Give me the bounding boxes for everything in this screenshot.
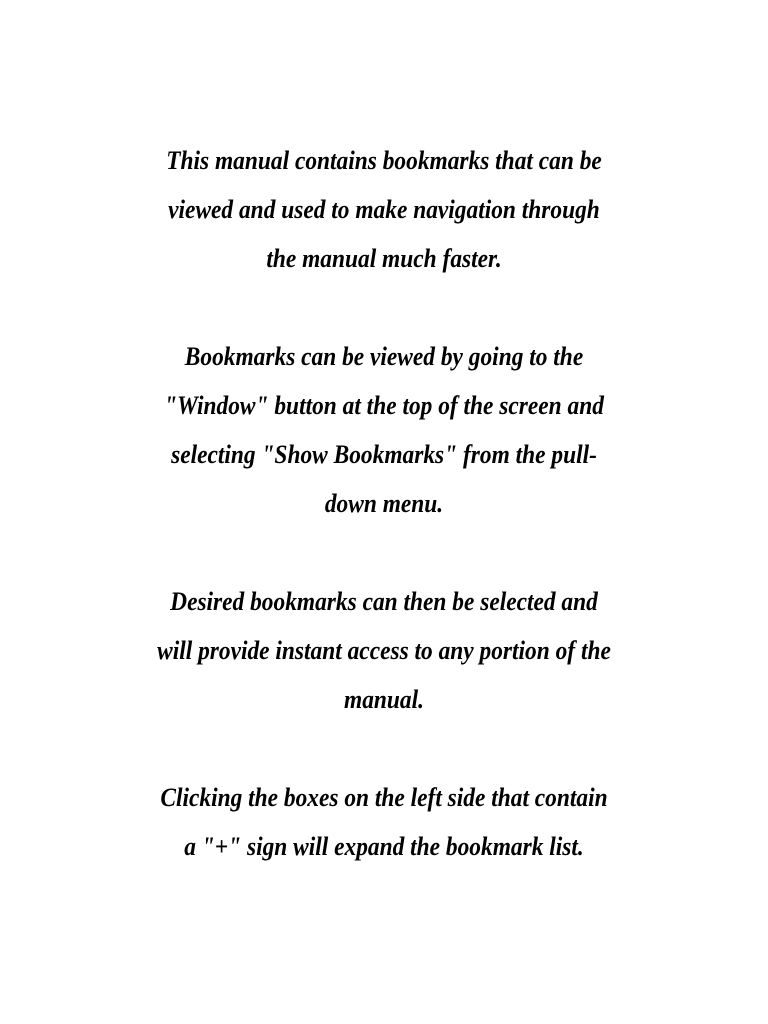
- paragraph-select-bookmarks: [137, 577, 630, 724]
- text-line: Bookmarks can be viewed by going to the: [184, 342, 584, 371]
- text-line: This manual contains bookmarks that can be: [166, 146, 602, 175]
- text-line: down menu.: [324, 489, 444, 518]
- instructions-text: [137, 136, 630, 920]
- text-line: viewed and used to make navigation through: [168, 195, 600, 224]
- text-line: "Window" button at the top of the screen and: [164, 391, 604, 420]
- paragraph-expand-list: [137, 773, 630, 871]
- text-line: a "+" sign will expand the bookmark list.: [184, 832, 584, 861]
- text-line: selecting "Show Bookmarks" from the pull-: [171, 440, 597, 469]
- text-line: Desired bookmarks can then be selected and: [170, 587, 598, 616]
- text-line: manual.: [344, 685, 424, 714]
- text-line: will provide instant access to any portion of the: [157, 636, 611, 665]
- paragraph-bookmarks-intro: [137, 136, 630, 283]
- text-line: Clicking the boxes on the left side that contain: [160, 783, 608, 812]
- paragraph-show-bookmarks: [137, 332, 630, 528]
- text-line: the manual much faster.: [266, 244, 502, 273]
